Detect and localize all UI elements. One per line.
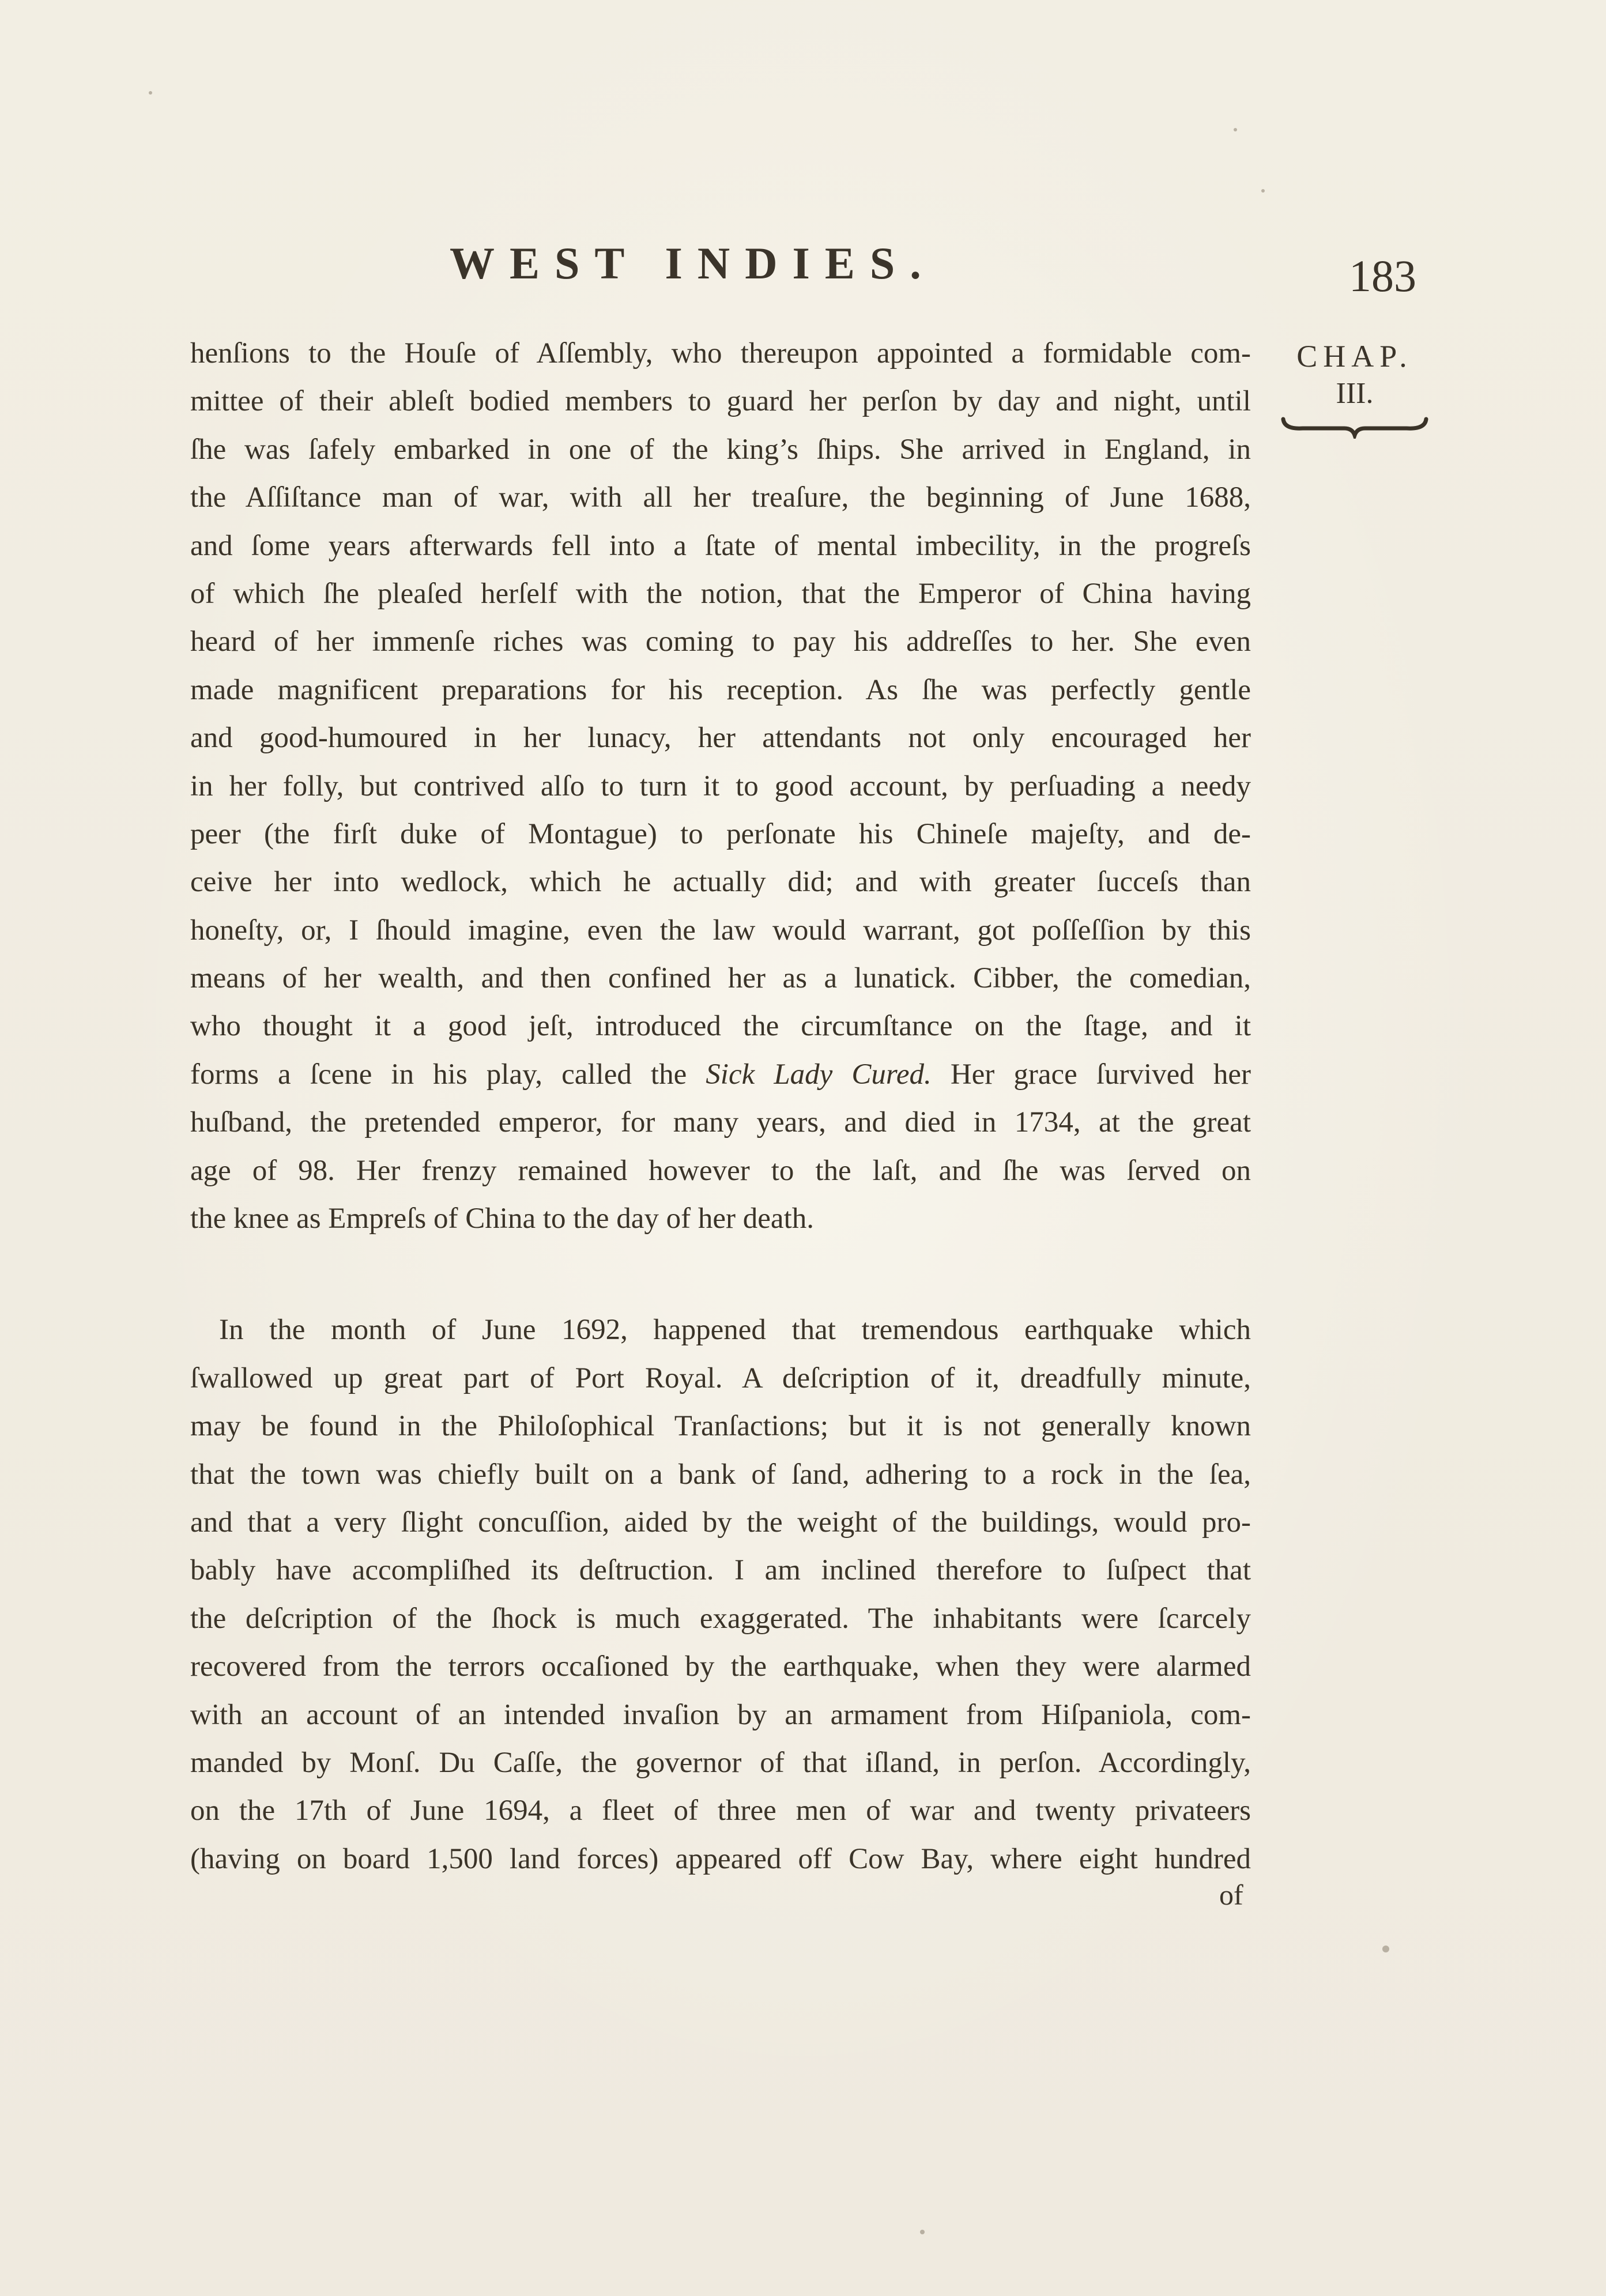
text-line: manded by Monſ. Du Caſſe, the governor of that iſland, in perſon. Accordingly, [190, 1746, 1251, 1779]
text-line: henſions to the Houſe of Aſſembly, who thereupon appointed a formidable com- [190, 337, 1251, 370]
text-line: that the town was chiefly built on a bank of ſand, adhering to a rock in the ſea, [190, 1458, 1251, 1491]
text-line: with an account of an intended invaſion by an armament from Hiſpaniola, com- [190, 1698, 1251, 1731]
paragraph-2 [190, 1306, 1251, 1883]
text-line: In the month of June 1692, happened that tremendous earthquake which [219, 1314, 1251, 1347]
text-line: and that a very ſlight concuſſion, aided by the weight of the buildings, would pro- [190, 1506, 1251, 1539]
text-line: and good-humoured in her lunacy, her attendants not only encouraged her [190, 722, 1251, 755]
text-line: peer (the firſt duke of Montague) to perſonate his Chineſe majeſty, and de- [190, 817, 1251, 850]
text-line: ſwallowed up great part of Port Royal. A deſcription of it, dreadfully minute, [190, 1362, 1251, 1394]
main-text [190, 330, 1251, 1883]
text-line: (having on board 1,500 land forces) appeared off Cow Bay, where eight hundred [190, 1842, 1251, 1875]
paper-speck [149, 91, 152, 95]
text-line: heard of her immenſe riches was coming to pay his addreſſes to her. She even [190, 625, 1251, 658]
catchword: of [1219, 1879, 1243, 1911]
page-header [0, 237, 1606, 301]
text-line: huſband, the pretended emperor, for many years, and died in 1734, at the great [190, 1106, 1251, 1139]
text-line: may be found in the Philoſophical Tranſactions; but it is not generally known [190, 1410, 1251, 1443]
text-line-with-play-title [190, 1051, 1251, 1099]
chapter-number: III. [1336, 377, 1374, 410]
play-title: Sick Lady Cured. [706, 1058, 932, 1091]
chapter-label: CHAP. [1296, 339, 1413, 374]
text-line: ceive her into wedlock, which he actually did; and with greater ſucceſs than [190, 866, 1251, 899]
text-line: honeſty, or, I ſhould imagine, even the law would warrant, got poſſeſſion by this [190, 914, 1251, 947]
paper-speck [920, 2230, 925, 2234]
text-line: and ſome years afterwards fell into a ſtate of mental imbecility, in the progreſs [190, 529, 1251, 562]
text-line: recovered from the terrors occaſioned by the earthquake, when they were alarmed [190, 1650, 1251, 1683]
paper-speck [1261, 189, 1265, 193]
text-line: of which ſhe pleaſed herſelf with the notion, that the Emperor of China having [190, 577, 1251, 610]
text-line: on the 17th of June 1694, a fleet of three men of war and twenty privateers [190, 1794, 1251, 1827]
curly-brace-icon [1280, 416, 1430, 439]
text-line: the Aſſiſtance man of war, with all her treaſure, the beginning of June 1688, [190, 481, 1251, 514]
text-line: age of 98. Her frenzy remained however to the laſt, and ſhe was ſerved on [190, 1154, 1251, 1187]
text-line: in her folly, but contrived alſo to turn it to good account, by perſuading a needy [190, 770, 1251, 802]
running-title: WEST INDIES. [450, 238, 936, 288]
text-line: the deſcription of the ſhock is much exaggerated. The inhabitants were ſcarcely [190, 1602, 1251, 1635]
text-line: who thought it a good jeſt, introduced the circumſtance on the ſtage, and it [190, 1010, 1251, 1043]
paragraph-1 [190, 330, 1251, 1243]
paper-speck [1234, 128, 1237, 131]
paper-speck [1382, 1946, 1389, 1952]
paragraph-gap [190, 1243, 1251, 1306]
text-line: means of her wealth, and then confined her as a lunatick. Cibber, the comedian, [190, 962, 1251, 995]
text-segment: Her grace ſurvived her [931, 1058, 1251, 1091]
page-number: 183 [1349, 251, 1416, 301]
text-line: ſhe was ſafely embarked in one of the king’s ſhips. She arrived in England, in [190, 433, 1251, 466]
text-line: made magnificent preparations for his reception. As ſhe was perfectly gentle [190, 673, 1251, 706]
text-line: mittee of their ableſt bodied members to guard her perſon by day and night, until [190, 385, 1251, 418]
text-segment: forms a ſcene in his play, called the [190, 1058, 706, 1091]
text-line: bably have accompliſhed its deſtruction. I am inclined therefore to ſuſpect that [190, 1554, 1251, 1587]
text-line: the knee as Empreſs of China to the day of her death. [190, 1202, 814, 1235]
chapter-margin-note [1277, 337, 1432, 439]
